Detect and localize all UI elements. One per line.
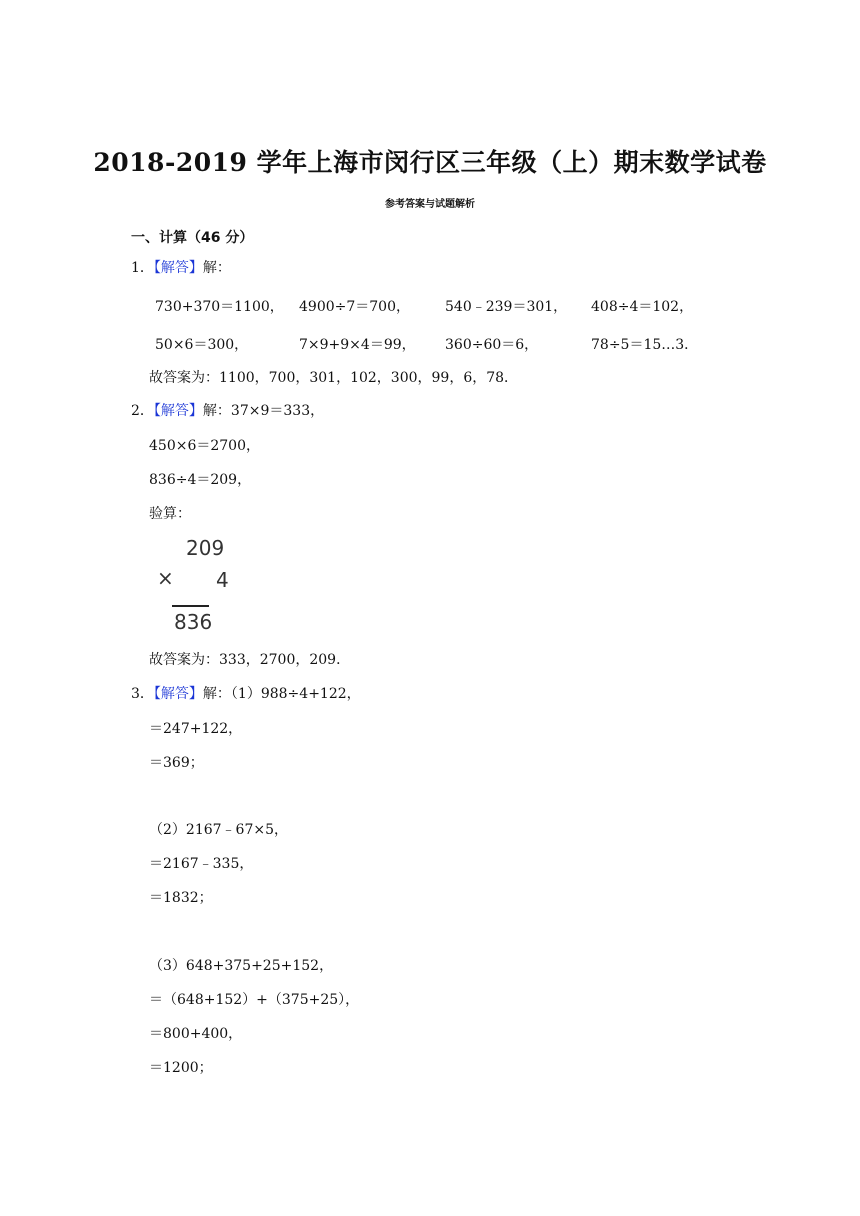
q3-intro: 解：（1）988÷4+122， <box>202 686 361 702</box>
q3-step: （3）648+375+25+152， <box>149 958 334 974</box>
q3-header <box>131 685 361 703</box>
q1-calc: 50×6＝300， <box>155 337 249 353</box>
q1-number: 1． <box>131 260 154 276</box>
page-title: 2018-2019 学年上海市闵行区三年级（上）期末数学试卷 <box>93 148 767 177</box>
q3-number: 3． <box>131 686 154 702</box>
multiplier: 4 <box>216 568 229 592</box>
q3-step: （2）2167﹣67×5， <box>149 822 288 838</box>
q1-calc: 78÷5＝15…3． <box>591 337 699 353</box>
q3-step: ＝2167﹣335， <box>149 856 254 872</box>
product: 836 <box>174 610 213 634</box>
q1-calc: 4900÷7＝700， <box>299 299 410 315</box>
page-subtitle: 参考答案与试题解析 <box>385 199 475 210</box>
q1-calc: 7×9+9×4＝99， <box>299 337 416 353</box>
q1-answer-tag: 【解答】 <box>153 260 203 276</box>
vertical-multiplication <box>150 532 260 642</box>
q3-step: ＝1832； <box>149 890 213 906</box>
q2-header <box>131 402 324 420</box>
q3-answer-tag: 【解答】 <box>153 686 203 702</box>
q1-final-answer: 故答案为：1100，700，301，102，300，99，6，78． <box>149 370 519 386</box>
q2-step: 450×6＝2700， <box>149 438 260 454</box>
multiply-sign: × <box>157 566 174 590</box>
q1-header <box>131 259 231 277</box>
multiplicand: 209 <box>186 536 225 560</box>
q2-number: 2． <box>131 403 154 419</box>
q1-intro: 解： <box>202 260 231 276</box>
q2-final-answer: 故答案为：333，2700，209． <box>149 652 351 668</box>
q3-step: ＝369； <box>149 755 204 771</box>
q2-intro: 解：37×9＝333， <box>202 403 325 419</box>
q3-step: ＝247+122， <box>149 721 243 737</box>
q1-calc: 408÷4＝102， <box>591 299 694 315</box>
result-divider <box>172 605 209 607</box>
q2-step: 836÷4＝209， <box>149 472 252 488</box>
q2-answer-tag: 【解答】 <box>153 403 203 419</box>
q3-step: ＝1200； <box>149 1060 213 1076</box>
q2-step: 验算： <box>149 506 191 522</box>
section-heading: 一、计算（46 分） <box>131 230 254 246</box>
q1-calc: 540﹣239＝301， <box>445 299 568 315</box>
q3-step: ＝（648+152）+（375+25）， <box>149 992 360 1008</box>
q1-calc: 360÷60＝6， <box>445 337 539 353</box>
q1-calc: 730+370＝1100， <box>155 299 284 315</box>
q3-step: ＝800+400， <box>149 1026 243 1042</box>
